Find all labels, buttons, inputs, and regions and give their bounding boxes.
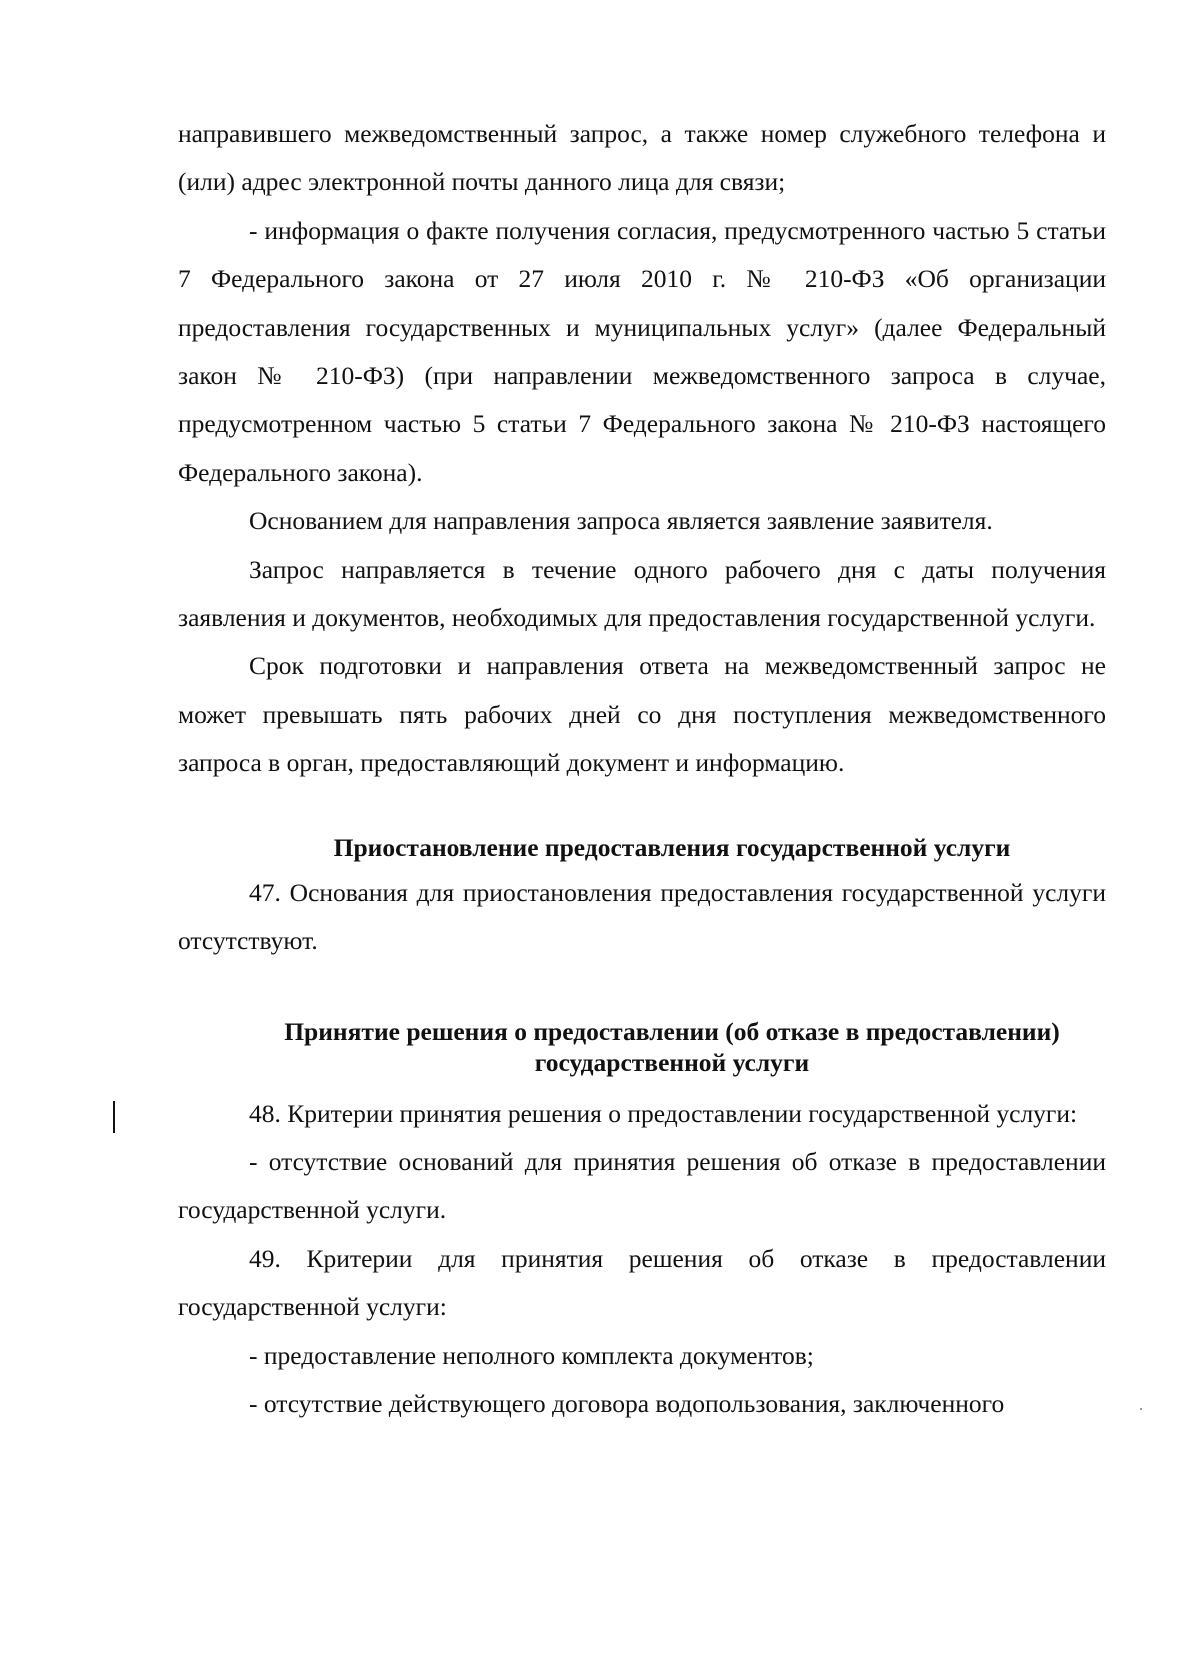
paragraph-consent-info: - информация о факте получения согласия, предусмотренного частью 5 статьи 7 Федерального закона от 27 июля 2010 г. № 210-ФЗ «Об организации предоставления государственных и муниципальных услуг» (далее Федеральный закон № 210-ФЗ) (при направлении межведомственного запроса в случае, предусмотренном частью 5 статьи 7 Федерального закона № 210-ФЗ настоящего Федерального закона). bbox=[178, 215, 1106, 487]
heading-decision bbox=[178, 1016, 1106, 1078]
paragraph-item-47: 47. Основания для приостановления предоставления государственной услуги отсутствуют. bbox=[178, 877, 1106, 956]
paragraph-request-basis: Основанием для направления запроса является заявление заявителя. bbox=[249, 506, 993, 536]
document-body bbox=[178, 110, 1106, 1428]
paragraph-no-refusal-grounds: - отсутствие оснований для принятия решения об отказе в предоставлении государственной услуги. bbox=[178, 1146, 1106, 1225]
paragraph-incomplete-documents: - предоставление неполного комплекта документов; bbox=[249, 1340, 814, 1370]
paragraph-requester-contacts: направившего межведомственный запрос, а также номер служебного телефона и (или) адрес электронной почты данного лица для связи; bbox=[178, 119, 1106, 197]
heading-suspension: Приостановление предоставления государственной услуги bbox=[333, 832, 1011, 862]
spacer bbox=[178, 788, 1106, 832]
paragraph-request-timing: Запрос направляется в течение одного рабочего дня с даты получения заявления и документов, необходимых для предоставления государственной услуги. bbox=[178, 554, 1106, 633]
heading-decision-line-1: Принятие решения о предоставлении (об отказе в предоставлении) bbox=[284, 1016, 1060, 1046]
spacer bbox=[178, 966, 1106, 1016]
scan-speck bbox=[1140, 1408, 1142, 1410]
paragraph-item-48: 48. Критерии принятия решения о предоставлении государственной услуги: bbox=[249, 1098, 1078, 1128]
spacer bbox=[178, 1078, 1106, 1090]
margin-change-bar bbox=[113, 1101, 115, 1133]
paragraph-item-49: 49. Критерии для принятия решения об отказе в предоставлении государственной услуги: bbox=[178, 1243, 1106, 1322]
paragraph-no-water-contract: - отсутствие действующего договора водопользования, заключенного bbox=[249, 1388, 1005, 1418]
heading-decision-line-2: государственной услуги bbox=[534, 1047, 810, 1077]
paragraph-response-deadline: Срок подготовки и направления ответа на межведомственный запрос не может превышать пять рабочих дней со дня поступления межведомственного запроса в орган, предоставляющий документ и информацию. bbox=[178, 651, 1106, 778]
